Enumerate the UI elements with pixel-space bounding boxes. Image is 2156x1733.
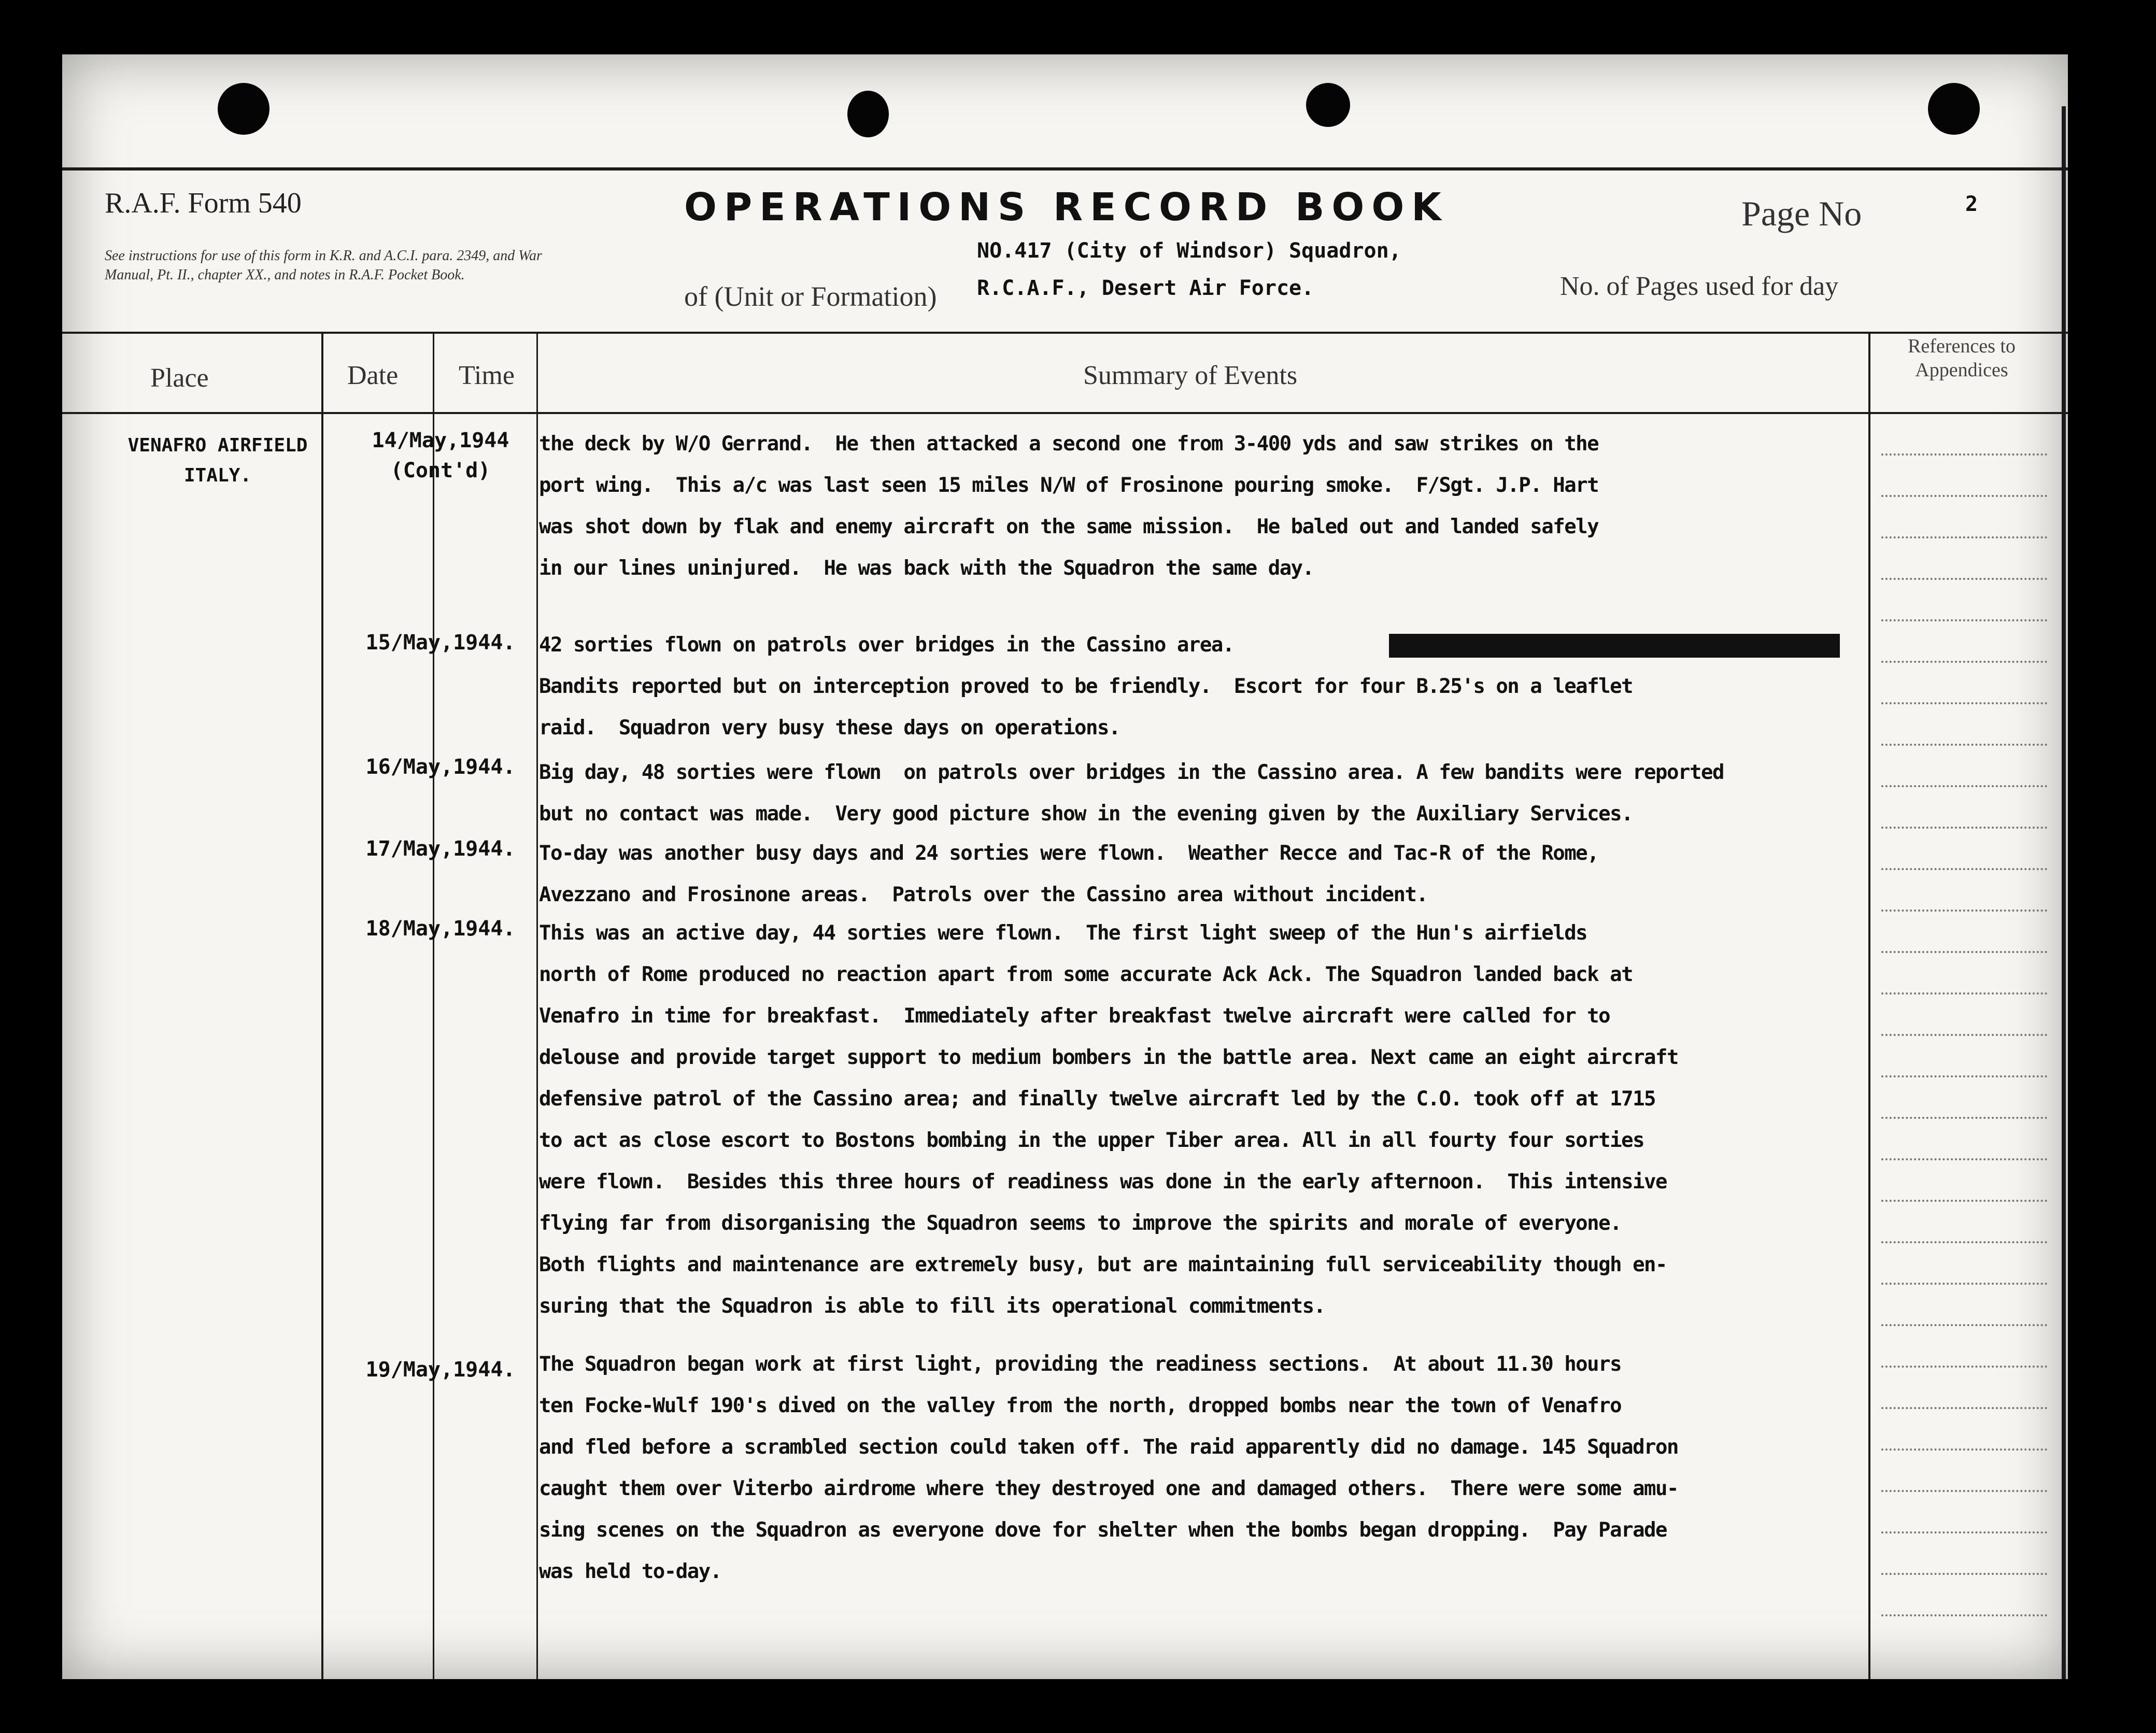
unit-name-line-2: R.C.A.F., Desert Air Force.	[977, 276, 1314, 300]
punch-hole-4	[1928, 83, 1980, 135]
column-divider-date	[433, 332, 434, 1679]
ref-dots-18	[1881, 1158, 2047, 1160]
page-number-label: Page No	[1741, 194, 1862, 233]
table-top-rule	[62, 332, 2068, 334]
ref-dots-9	[1881, 785, 2047, 787]
sheet-right-edge	[2062, 106, 2066, 1679]
ref-dots-27	[1881, 1531, 2047, 1533]
entry-summary: To-day was another busy days and 24 sorties were flown. Weather Recce and Tac-R of the Rome, Avezzano and Frosinone areas. Patrols over the Cassino area without incident.	[539, 842, 1599, 906]
pages-used-label: No. of Pages used for day	[1560, 272, 1839, 301]
column-header-references: References to Appendices	[1908, 335, 2016, 381]
ref-dots-2	[1881, 495, 2047, 497]
ref-dots-14	[1881, 992, 2047, 995]
entry-date: 14/May,1944	[372, 429, 509, 452]
column-header-place: Place	[150, 363, 209, 393]
unit-label: of (Unit or Formation)	[684, 281, 937, 312]
column-divider-time	[536, 332, 538, 1679]
entry-summary: Big day, 48 sorties were flown on patrols over bridges in the Cassino area. A few bandits were reported but no contact was made. Very good picture show in the evening given by the Auxiliary Services.	[539, 761, 1724, 826]
ref-dots-22	[1881, 1324, 2047, 1326]
ref-dots-24	[1881, 1407, 2047, 1409]
entry-date: 19/May,1944.	[365, 1358, 516, 1382]
page-title: OPERATIONS RECORD BOOK	[684, 185, 1449, 230]
header-top-rule	[62, 167, 2068, 171]
entry-summary: This was an active day, 44 sorties were flown. The first light sweep of the Hun's airfields north of Rome produced no reaction apart from some accurate Ack Ack. The Squadron landed back at Venafro in time for breakfast. Immediately after breakfast twelve aircraft were called for to delouse and provide target support to medium bombers in the battle area. Next came an eight aircraft defensive patrol of the Cassino area; and finally twelve aircraft led by the C.O. took off at 1715 to act as close escort to Bostons bombing in the upper Tiber area. All in all fourty four sorties were flown. Besides this three hours of readiness was done in the early afternoon. This intensive flying far from disorganising the Squadron seems to improve the spirits and morale of everyone. Both flights and maintenance are extremely busy, but are maintaining full serviceability though en- suring that the Squadron is able to fill its operational commitments.	[539, 921, 1678, 1318]
entry-summary: the deck by W/O Gerrand. He then attacked a second one from 3-400 yds and saw strikes on the port wing. This a/c was last seen 15 miles N/W of Frosinone pouring smoke. F/Sgt. J.P. Hart was shot down by flak and enemy aircraft on the same mission. He baled out and landed safely in our lines uninjured. He was back with the Squadron the same day.	[539, 432, 1599, 580]
entry-date: 17/May,1944.	[365, 837, 516, 861]
column-header-summary: Summary of Events	[1083, 361, 1298, 390]
place-country: ITALY.	[183, 465, 252, 486]
ref-dots-23	[1881, 1366, 2047, 1368]
ref-dots-3	[1881, 536, 2047, 538]
form-sheet	[62, 54, 2068, 1679]
column-header-time: Time	[459, 361, 515, 390]
ref-dots-29	[1881, 1614, 2047, 1616]
unit-name-line-1: NO.417 (City of Windsor) Squadron,	[977, 239, 1401, 263]
form-id: R.A.F. Form 540	[105, 187, 302, 219]
punch-hole-3	[1306, 83, 1350, 127]
ref-dots-20	[1881, 1241, 2047, 1243]
ref-dots-6	[1881, 661, 2047, 663]
punch-hole-1	[218, 83, 270, 135]
entry-summary: 42 sorties flown on patrols over bridges in the Cassino area. Bandits reported but on interception proved to be friendly. Escort for four B.25's on a leaflet raid. Squadron very busy these days on operations.	[539, 633, 1633, 740]
column-header-date: Date	[347, 361, 399, 390]
ref-dots-13	[1881, 951, 2047, 953]
punch-hole-2	[847, 91, 889, 137]
entry-date: 16/May,1944.	[365, 755, 516, 779]
ref-dots-15	[1881, 1034, 2047, 1036]
entry-date: 15/May,1944.	[365, 631, 516, 655]
page-number: 2	[1965, 192, 1978, 216]
redaction-strikeout	[1389, 634, 1840, 658]
ref-dots-1	[1881, 453, 2047, 456]
column-divider-place	[321, 332, 323, 1679]
ref-dots-25	[1881, 1448, 2047, 1451]
ref-dots-19	[1881, 1200, 2047, 1202]
ref-dots-21	[1881, 1283, 2047, 1285]
ref-dots-8	[1881, 744, 2047, 746]
ref-dots-5	[1881, 619, 2047, 621]
ref-dots-10	[1881, 827, 2047, 829]
entry-summary: The Squadron began work at first light, providing the readiness sections. At about 11.30 hours ten Focke-Wulf 190's dived on the valley from the north, dropped bombs near the town of Venafro and fled before a scrambled section could taken off. The raid apparently did no damage. 145 Squadron caught them over Viterbo airdrome where they destroyed one and damaged others. There were some amu- sing scenes on the Squadron as everyone dove for shelter when the bombs began dropping. Pay Parade was held to-day.	[539, 1353, 1678, 1583]
ref-dots-26	[1881, 1490, 2047, 1492]
entry-date: 18/May,1944.	[365, 917, 516, 941]
ref-dots-4	[1881, 578, 2047, 580]
ref-dots-7	[1881, 702, 2047, 704]
entry-date-note: (Cont'd)	[390, 459, 491, 482]
ref-dots-17	[1881, 1117, 2047, 1119]
ref-dots-12	[1881, 910, 2047, 912]
ref-dots-16	[1881, 1075, 2047, 1077]
place-name: VENAFRO AIRFIELD	[127, 435, 308, 456]
form-instructions: See instructions for use of this form in K.R. and A.C.I. para. 2349, and War Manual, Pt. II., chapter XX., and notes in R.A.F. Pocket Book.	[105, 248, 542, 283]
column-header-rule	[62, 412, 2068, 414]
ref-dots-11	[1881, 868, 2047, 870]
ref-dots-28	[1881, 1573, 2047, 1575]
